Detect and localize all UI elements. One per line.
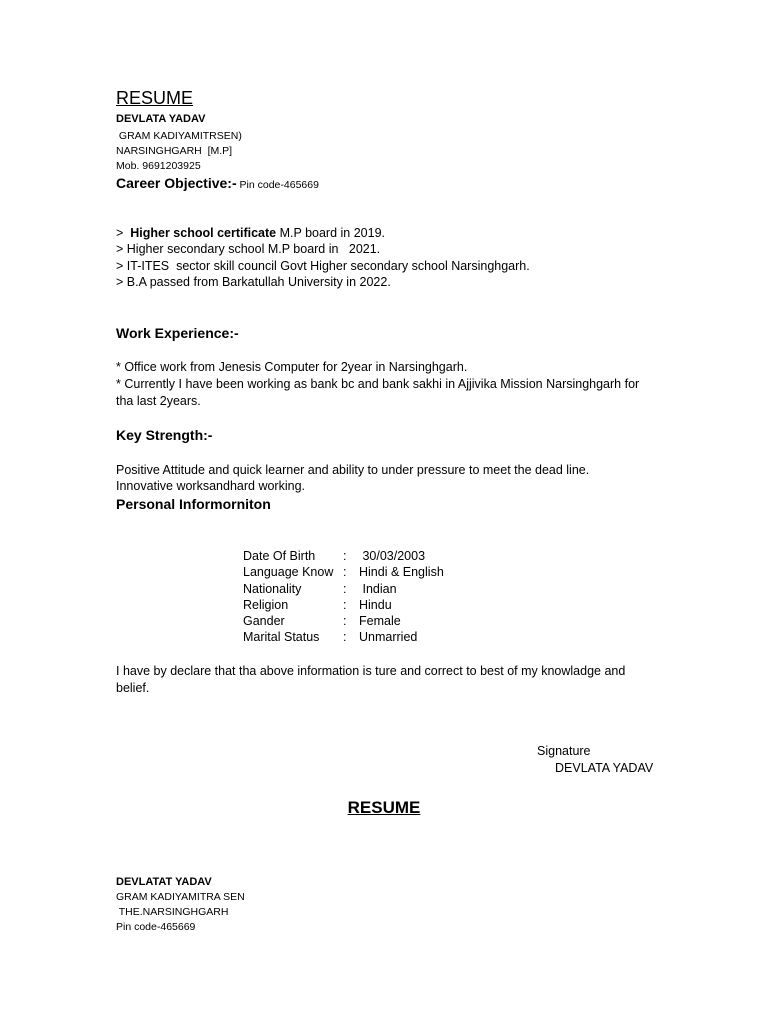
second-applicant-name: DEVLATAT YADAV xyxy=(116,876,212,888)
education-text: > IT-ITES sector skill council Govt Higher secondary school Narsinghgarh. xyxy=(116,259,530,273)
personal-info-table xyxy=(243,549,444,647)
info-value: Unmarried xyxy=(359,630,418,645)
declaration-text: I have by declare that tha above information is ture and correct to best of my knowladge and belief. xyxy=(116,664,626,695)
info-value: 30/03/2003 xyxy=(359,549,426,563)
work-item: * Currently I have been working as bank bc and bank sakhi in Ajjivika Mission Narsinghgarh for tha last 2years. xyxy=(116,377,640,408)
career-objective-label: Career Objective:- xyxy=(116,175,237,191)
work-experience-heading: Work Experience:- xyxy=(116,325,239,341)
info-row xyxy=(243,565,444,581)
education-item xyxy=(116,259,530,273)
info-key: Nationality xyxy=(243,581,302,596)
education-item xyxy=(116,226,385,240)
education-text: > Higher secondary school M.P board in 2021. xyxy=(116,242,381,256)
pin-code: Pin code-465669 xyxy=(236,179,319,191)
signature-label: Signature xyxy=(537,744,591,758)
resume-title: RESUME xyxy=(116,88,194,108)
info-key: Marital Status xyxy=(243,630,320,645)
info-row xyxy=(243,630,444,646)
info-separator: : xyxy=(343,581,347,596)
info-value: Hindu xyxy=(359,597,392,612)
info-key: Religion xyxy=(243,597,289,612)
info-row xyxy=(243,582,444,598)
key-strength-heading: Key Strength:- xyxy=(116,427,213,443)
education-text: M.P board in 2019. xyxy=(276,226,385,240)
second-address-line-1: GRAM KADIYAMITRA SEN xyxy=(116,891,245,903)
info-value: Hindi & English xyxy=(359,565,444,580)
info-separator: : xyxy=(343,614,347,629)
info-separator: : xyxy=(343,630,347,645)
education-text: > B.A passed from Barkatullah University in 2022. xyxy=(116,275,391,289)
info-row xyxy=(243,598,444,614)
career-objective-heading xyxy=(116,175,319,191)
address-line-1: GRAM KADIYAMITRSEN) xyxy=(116,130,242,142)
info-separator: : xyxy=(343,549,347,563)
info-key: Date Of Birth xyxy=(243,549,316,563)
work-item: * Office work from Jenesis Computer for 2year in Narsinghgarh. xyxy=(116,360,468,374)
education-item xyxy=(116,275,391,289)
second-address-line-2: THE.NARSINGHGARH xyxy=(116,906,229,918)
signature-name: DEVLATA YADAV xyxy=(555,761,654,775)
info-key: Gander xyxy=(243,614,285,629)
info-separator: : xyxy=(343,565,347,580)
info-row xyxy=(243,614,444,630)
info-value: Indian xyxy=(359,581,397,596)
info-key: Language Know xyxy=(243,565,334,580)
info-value: Female xyxy=(359,614,401,629)
mobile-number: Mob. 9691203925 xyxy=(116,160,201,172)
education-prefix: > xyxy=(116,226,131,240)
education-item xyxy=(116,242,380,256)
info-separator: : xyxy=(343,597,347,612)
strength-line-1: Positive Attitude and quick learner and ability to under pressure to meet the dead line. xyxy=(116,463,590,477)
second-pin-code: Pin code-465669 xyxy=(116,921,196,933)
second-resume-title-text: RESUME xyxy=(347,798,421,817)
address-line-2: NARSINGHGARH [M.P] xyxy=(116,145,233,157)
education-bold: Higher school certificate xyxy=(130,226,277,240)
info-row xyxy=(243,549,444,565)
strength-line-2: Innovative worksandhard working. xyxy=(116,479,305,493)
second-resume-title xyxy=(0,798,768,818)
applicant-name: DEVLATA YADAV xyxy=(116,113,206,125)
personal-info-heading: Personal Informorniton xyxy=(116,496,271,512)
